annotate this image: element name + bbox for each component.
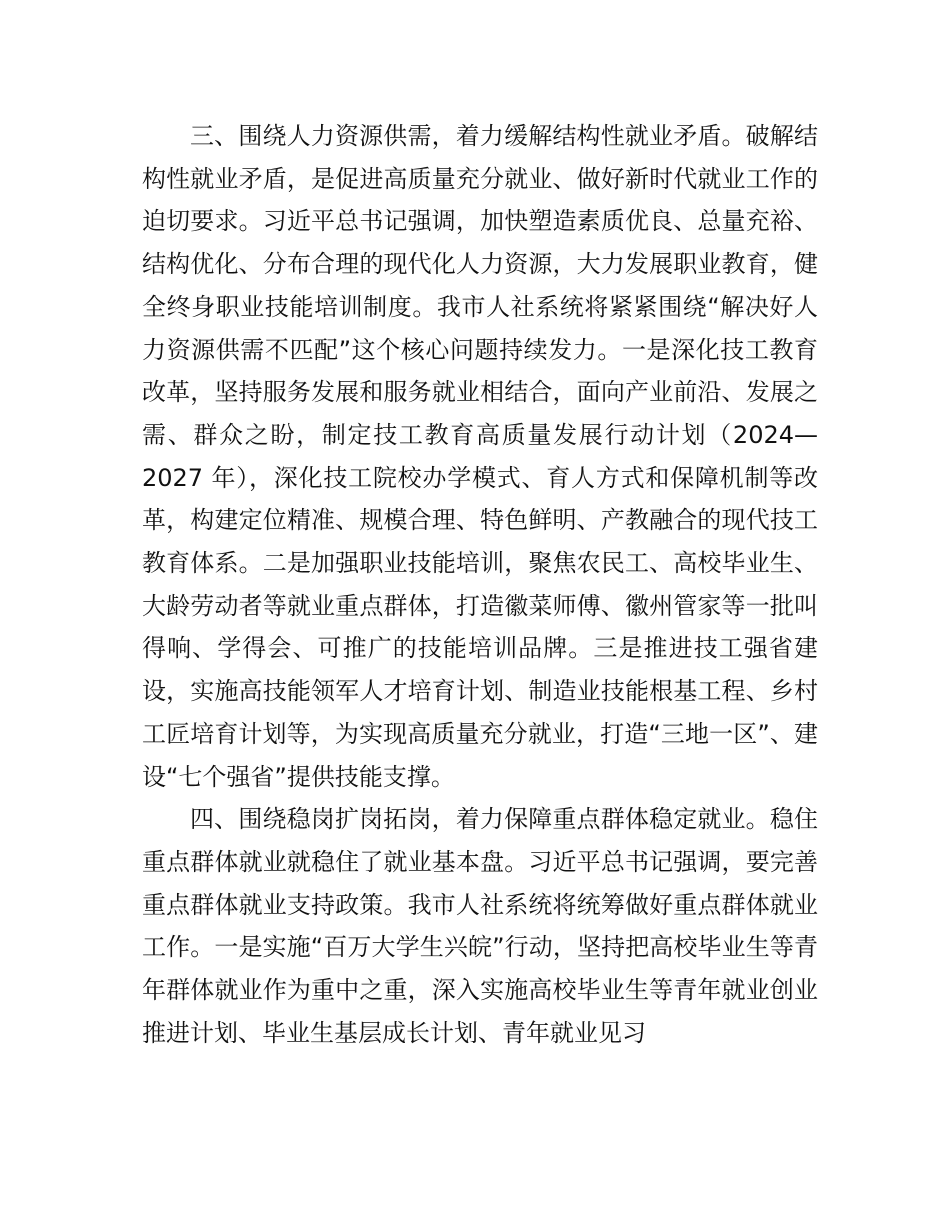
paragraph-key-groups-employment: 四、围绕稳岗扩岗拓岗，着力保障重点群体稳定就业。稳住重点群体就业就稳住了就业基本盘。习近平总书记强调，要完善重点群体就业支持政策。我市人社系统将统筹做好重点群体就业工作。一是实施“百万大学生兴皖”行动，坚持把高校毕业生等青年群体就业作为重中之重，深入实施高校毕业生等青年就业创业推进计划、毕业生基层成长计划、青年就业见习 — [142, 805, 818, 1047]
document-body — [142, 115, 818, 1054]
paragraph-human-resources: 三、围绕人力资源供需，着力缓解结构性就业矛盾。破解结构性就业矛盾，是促进高质量充分就业、做好新时代就业工作的迫切要求。习近平总书记强调，加快塑造素质优良、总量充裕、结构优化、分布合理的现代化人力资源，大力发展职业教育，健全终身职业技能培训制度。我市人社系统将紧紧围绕“解决好人力资源供需不匹配”这个核心问题持续发力。一是深化技工教育改革，坚持服务发展和服务就业相结合，面向产业前沿、发展之需、群众之盼，制定技工教育高质量发展行动计划（2024—2027 年），深化技工院校办学模式、育人方式和保障机制等改革，构建定位精准、规模合理、特色鲜明、产教融合的现代技工教育体系。二是加强职业技能培训，聚焦农民工、高校毕业生、大龄劳动者等就业重点群体，打造徽菜师傅、徽州管家等一批叫得响、学得会、可推广的技能培训品牌。三是推进技工强省建设，实施高技能领军人才培育计划、制造业技能根基工程、乡村工匠培育计划等，为实现高质量充分就业，打造“三地一区”、建设“七个强省”提供技能支撑。 — [142, 122, 818, 791]
